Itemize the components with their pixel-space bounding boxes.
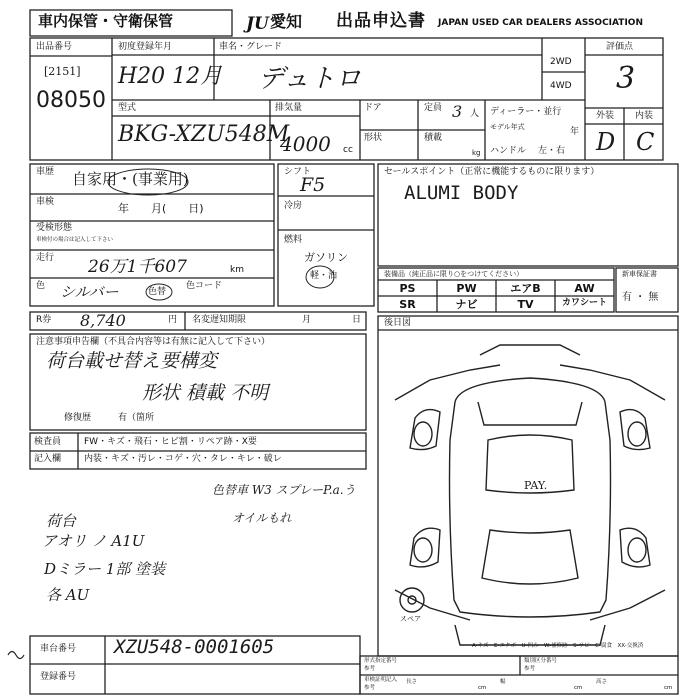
capacity-unit: 人 [470,109,480,119]
diagram-center-text: PAY. [524,479,548,492]
form-title: 出品申込書 [336,11,426,31]
equip-sr: SR [399,298,416,311]
equip-airbag: エアB [510,282,541,295]
shift-value: F5 [300,174,326,196]
drive-4wd: 4WD [550,81,572,91]
association-name: JAPAN USED CAR DEALERS ASSOCIATION [438,18,643,28]
scribble-mark [8,652,24,659]
width-label: 幅 [500,679,506,685]
remark-line-2: アオリ ノ A1U [42,532,145,550]
height-label: 高さ [596,679,608,685]
equip-aw: AW [574,282,595,295]
vehicle-outline-diagram [395,345,665,645]
storage-title: 車内保管・守衛保管 [38,12,174,30]
equip-navi: ナビ [455,298,478,311]
inspector-label-1: 検査員 [34,437,62,447]
recycle-value: 8,740 [80,311,126,330]
notes-label: 注意事項申告欄（不具合内容等は有無に記入して下さい） [36,337,271,347]
displacement-unit: cc [343,145,353,155]
aircon-label: 冷房 [284,201,303,211]
mileage-unit: km [230,265,244,275]
lot-number: 08050 [36,88,106,113]
repair-value: 有（箇所 [118,413,155,423]
exterior-label: 外装 [596,111,615,121]
rating-label: 評価点 [606,42,634,52]
logo-text: 愛知 [270,12,303,31]
registration-value: H20 12月 [118,64,223,89]
model-year-unit: 年 [570,127,580,137]
inspector-row-2: 内装・キズ・汚レ・コゲ・穴・タレ・キレ・破レ [84,454,282,464]
spare-label: スペア [400,615,421,623]
notes-line-1: 荷台載せ替え要構変 [46,350,218,372]
ju-logo: JU [246,14,269,34]
category-label: 類別区分番号 [524,658,558,664]
category-reference: 参考 [524,666,536,672]
length-label: 長さ [406,679,418,685]
capacity-label: 定員 [424,103,443,113]
sales-point-value: ALUMI BODY [404,182,519,204]
height-unit: cm [664,685,673,691]
day-unit: 日 [352,315,362,325]
model-year-label: モデル年式 [490,123,525,131]
handle-options: 左・右 [538,146,566,156]
sales-point-label: セールスポイント（正常に機能するものに限ります） [384,167,600,177]
type-label: 型式 [118,103,137,113]
drive-2wd: 2WD [550,57,572,67]
color-value: シルバー [60,283,119,301]
equip-pw: PW [456,282,477,295]
damage-legend: A-キズ E-エクボ U-凹み W-補修跡 S-サビ C-腐食 XX-交換済 [472,643,644,649]
registration-label: 初度登録年月 [118,42,173,52]
transfer-note: 車検付の場合は記入して下さい [36,237,114,243]
cert-reference: 参考 [364,685,376,691]
fuel-options: 軽・油 [310,271,338,281]
transfer-label: 受検形態 [36,223,73,233]
color-code-label: 色コード [186,281,223,291]
model-name-value: デュトロ [258,64,362,94]
capacity-value: 3 [452,102,463,121]
remark-right-1: 色替車 W3 スプレーP.a.う [212,483,356,497]
mileage-value: 26万1千607 [88,257,187,277]
color-change-mark: 色替 [148,287,167,297]
shift-label: シフト [284,167,312,177]
rating-value: 3 [616,61,636,96]
registration-number-label: 登録番号 [40,672,77,682]
width-unit: cm [574,685,583,691]
inspector-label-2: 記入欄 [34,454,62,464]
name-change-label: 名変遅知期限 [192,315,247,325]
recycle-label: R券 [36,315,52,325]
dealer-label: ディーラー・並行 [490,107,562,117]
interior-grade: C [636,128,655,156]
fuel-value: ガソリン [304,251,348,264]
designation-reference: 参考 [364,666,376,672]
recycle-unit: 円 [168,315,178,325]
equip-leather: カワシート [561,298,607,308]
history-label: 車歴 [36,167,55,177]
displacement-value: 4000 [280,132,331,156]
handle-label: ハンドル [490,146,527,156]
fuel-label: 燃料 [284,235,303,245]
warranty-options: 有 ・ 無 [622,292,659,303]
doors-label: ドア [364,103,382,113]
mileage-label: 走行 [36,253,55,263]
remark-right-2: オイルもれ [232,511,292,525]
load-label: 積載 [424,133,443,143]
warranty-label: 新車保証書 [622,270,657,278]
color-label: 色 [36,281,46,291]
interior-label: 内装 [635,111,654,121]
exterior-grade: D [596,128,616,156]
equipment-label: 装備品（純正品に限り○をつけてください） [384,270,524,278]
designation-label: 形式指定番号 [364,658,398,664]
rear-diagram-label: 後日図 [384,318,412,328]
inspector-row-1: FW・キズ・飛石・ヒビ割・リペア跡・X要 [84,437,257,447]
inspection-label: 車検 [36,197,55,207]
load-unit: kg [472,149,481,157]
cert-label: 車検証明記入 [364,677,398,683]
lot-sub-number: [2151] [44,65,81,78]
model-name-label: 車名・グレード [219,42,283,52]
length-unit: cm [478,685,487,691]
remark-line-3: Dミラー 1部 塗装 [44,560,166,578]
chassis-label: 車台番号 [40,644,77,654]
equip-ps: PS [399,282,416,295]
type-value: BKG-XZU548M [118,122,290,147]
repair-label: 修復歴 [64,413,92,423]
remark-line-1: 荷台 [46,512,77,530]
remark-line-4: 各 AU [46,586,90,604]
chassis-value: XZU548-0001605 [114,636,275,658]
history-value: 自家用・(事業用) [72,170,189,188]
displacement-label: 排気量 [275,103,303,113]
equip-tv: TV [517,298,534,311]
inspection-fill: 年 月( 日) [118,202,204,215]
lot-number-label: 出品番号 [36,42,73,52]
month-unit: 月 [302,315,312,325]
notes-line-2: 形状 積載 不明 [142,382,269,404]
shape-label: 形状 [364,133,383,143]
